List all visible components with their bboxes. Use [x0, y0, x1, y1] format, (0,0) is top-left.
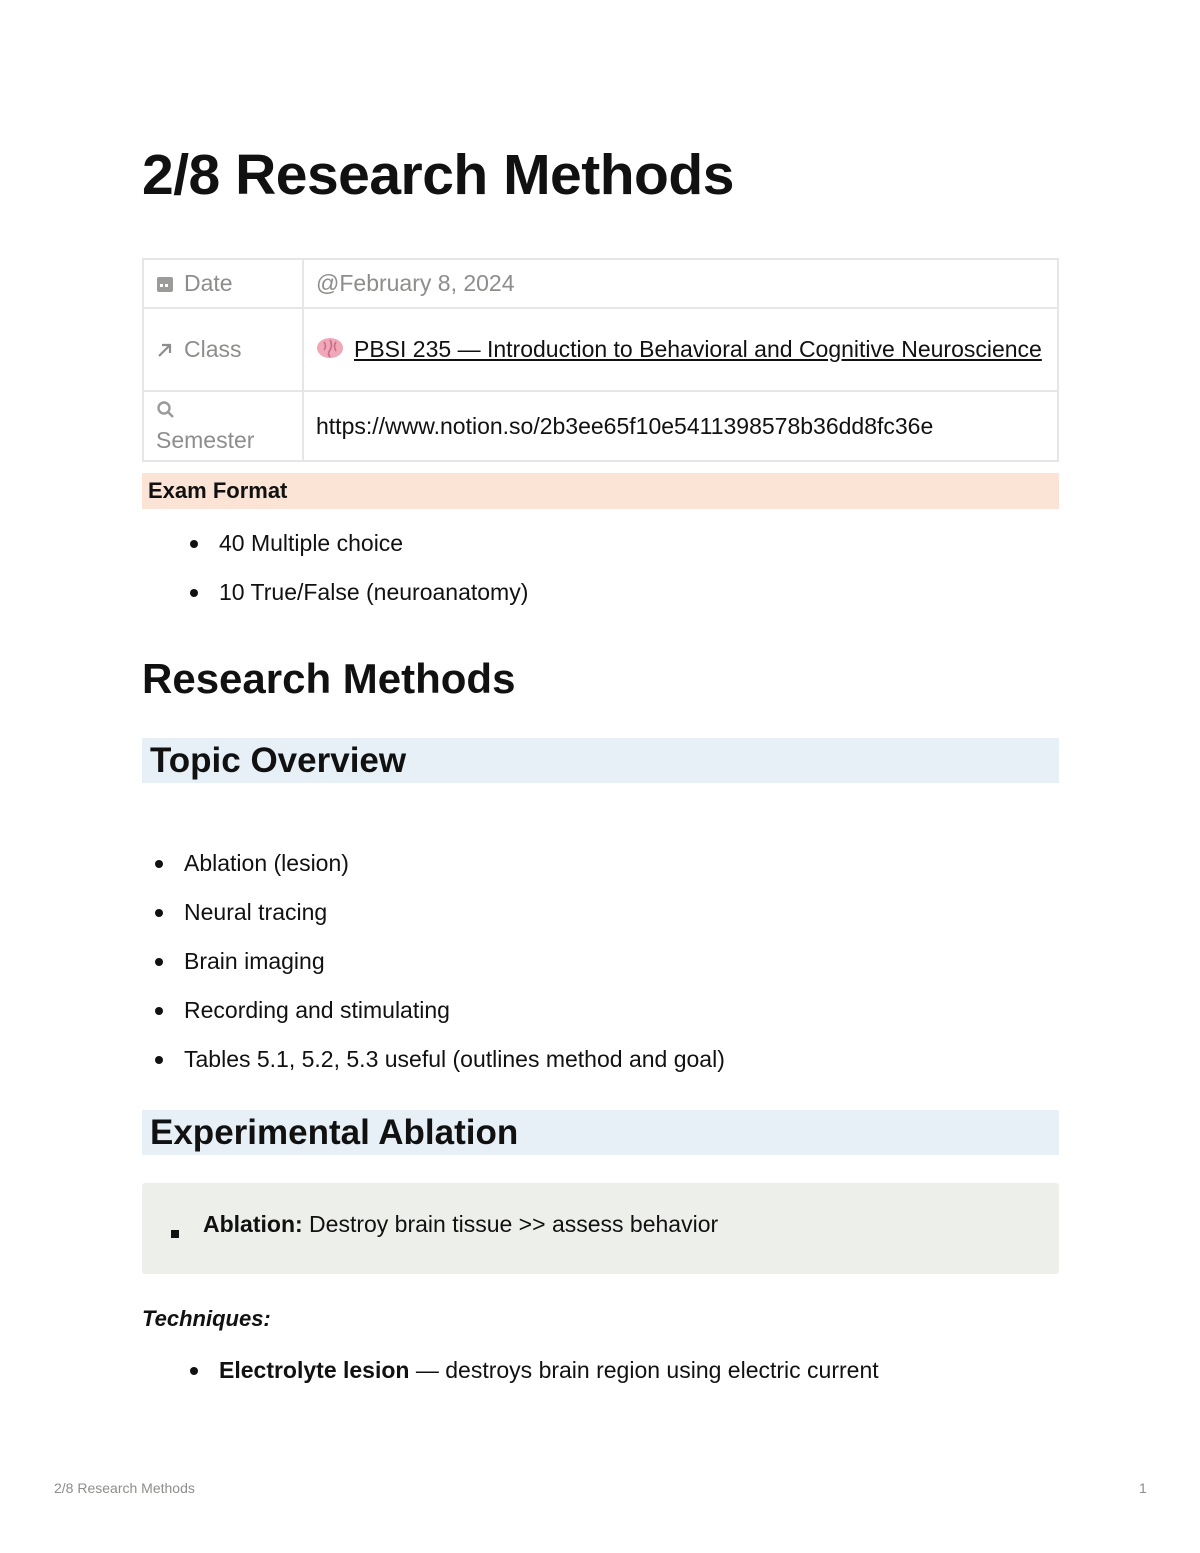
callout-term: Ablation: [203, 1211, 303, 1237]
list-item-text: 10 True/False (neuroanatomy) [219, 579, 529, 605]
list-item [219, 528, 528, 577]
list-item [184, 1044, 725, 1093]
footer-title: 2/8 Research Methods [54, 1480, 195, 1496]
class-link[interactable]: PBSI 235 — Introduction to Behavioral and Cognitive Neuroscience [354, 336, 1042, 362]
date-value[interactable]: @February 8, 2024 [316, 270, 515, 296]
property-row-semester [143, 391, 1058, 461]
semester-url[interactable]: https://www.notion.so/2b3ee65f10e5411398578b36dd8fc36e [316, 412, 934, 439]
list-item [184, 848, 725, 897]
bullet [190, 589, 198, 597]
brain-icon [316, 336, 344, 366]
exam-format-list [219, 528, 528, 626]
list-item-text: Recording and stimulating [184, 997, 450, 1023]
list-item [184, 995, 725, 1044]
topic-overview-list [184, 848, 725, 1093]
list-item [219, 577, 528, 626]
calendar-icon [156, 275, 174, 293]
list-item-text: Neural tracing [184, 899, 328, 925]
list-item [219, 1355, 879, 1404]
technique-term: Electrolyte lesion [219, 1357, 410, 1383]
techniques-label: Techniques: [142, 1306, 271, 1331]
list-item-text: Ablation (lesion) [184, 850, 349, 876]
callout-desc: Destroy brain tissue >> assess behavior [302, 1211, 719, 1237]
bullet [155, 1056, 163, 1064]
property-label: Semester [156, 427, 255, 453]
property-value-date[interactable] [303, 259, 1058, 308]
bullet [190, 540, 198, 548]
experimental-ablation-heading: Experimental Ablation [142, 1110, 1059, 1155]
property-row-class [143, 308, 1058, 391]
bullet [155, 958, 163, 966]
bullet [190, 1367, 198, 1375]
list-item [184, 946, 725, 995]
topic-overview-heading: Topic Overview [142, 738, 1059, 783]
technique-desc: — destroys brain region using electric current [409, 1357, 879, 1383]
bullet [155, 860, 163, 868]
property-row-date [143, 259, 1058, 308]
section-heading: Research Methods [142, 655, 516, 702]
property-value-semester[interactable] [303, 391, 1058, 461]
property-label: Class [184, 336, 242, 362]
list-item [184, 897, 725, 946]
list-item-text: Brain imaging [184, 948, 325, 974]
relation-arrow-icon [156, 341, 174, 359]
page-title: 2/8 Research Methods [142, 143, 734, 207]
bullet [155, 909, 163, 917]
square-bullet-icon [171, 1230, 179, 1238]
callout-text [203, 1211, 718, 1238]
exam-format-banner: Exam Format [142, 473, 1059, 509]
bullet [155, 1007, 163, 1015]
footer-page-number: 1 [1139, 1480, 1147, 1496]
properties-table [142, 258, 1059, 462]
property-key-class [143, 308, 303, 391]
list-item-text: Tables 5.1, 5.2, 5.3 useful (outlines method and goal) [184, 1046, 725, 1072]
list-item-text: 40 Multiple choice [219, 530, 404, 556]
techniques-list [219, 1355, 879, 1404]
search-icon [156, 400, 176, 420]
property-label: Date [184, 270, 233, 296]
property-key-semester [143, 391, 303, 461]
ablation-callout [142, 1183, 1059, 1274]
property-value-class[interactable] [303, 308, 1058, 391]
property-key-date [143, 259, 303, 308]
